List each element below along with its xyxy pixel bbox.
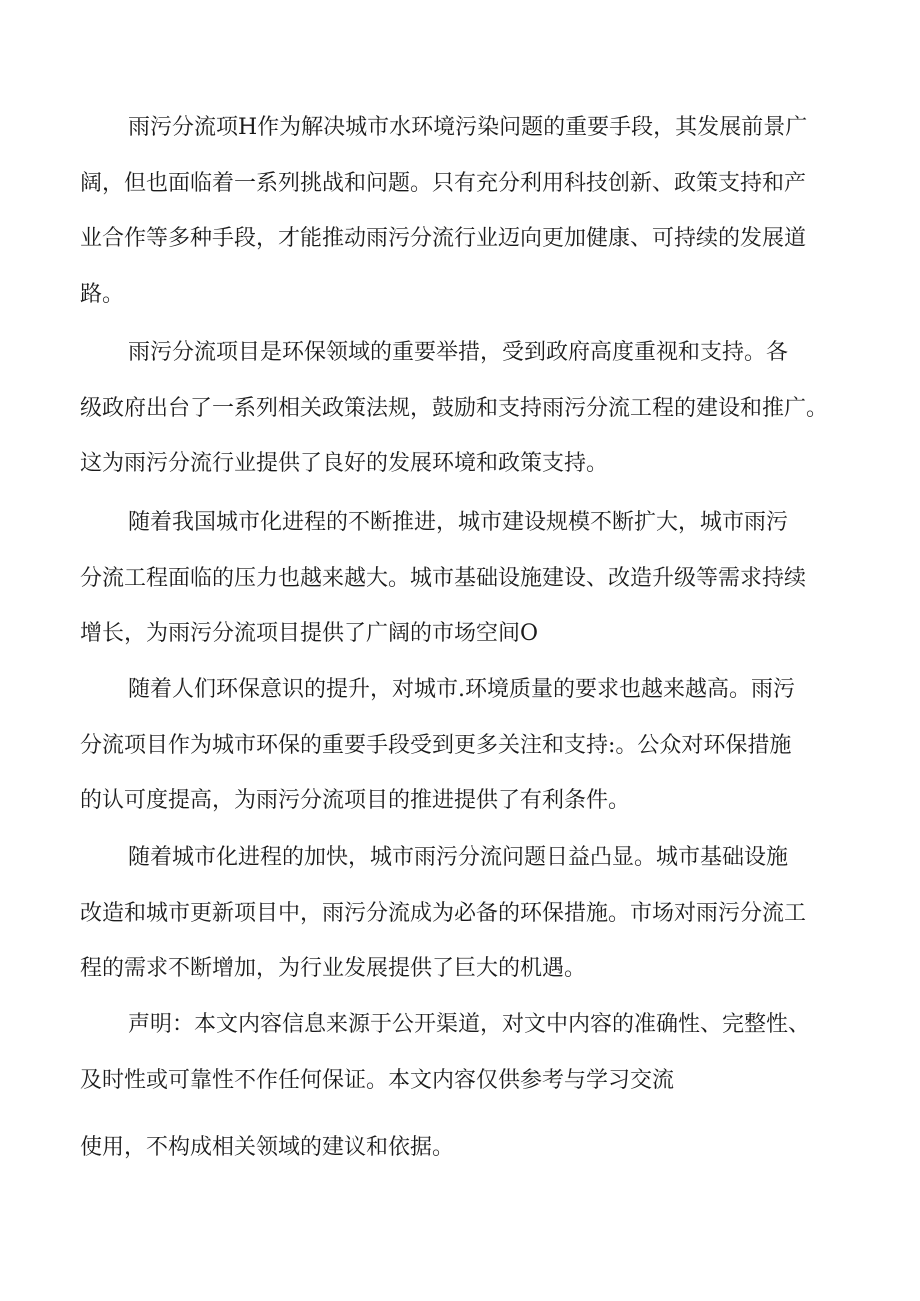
- paragraph-1: [80, 100, 840, 322]
- paragraph-line: 改造和城市更新项目中，雨污分流成为必备的环保措施。市场对雨污分流工: [80, 900, 807, 926]
- paragraph-line: 随着城市化进程的加快，城市雨污分流问题日益凸显。城市基础设施: [128, 845, 789, 870]
- paragraph-line: 的认可度提高，为雨污分流项目的推进提供了有利条件。: [80, 788, 631, 814]
- paragraph-3: [80, 495, 840, 662]
- paragraph-line: 增长，为雨污分流项目提供了广阔的市场空间O: [80, 621, 539, 647]
- paragraph-5: [80, 830, 840, 997]
- paragraph-line: 这为雨污分流行业提供了良好的发展环境和政策支持。: [80, 451, 609, 477]
- paragraph-line: 及时性或可靠性不作任何保证。本文内容仅供参考与学习交流: [80, 1067, 675, 1093]
- paragraph-line: 声明：本文内容信息来源于公开渠道，对文中内容的准确性、完整性、: [128, 1012, 811, 1037]
- paragraph-line: 雨污分流项H作为解决城市水环境污染问题的重要手段，其发展前景广: [128, 115, 808, 140]
- disclaimer-usage-paragraph: [80, 1120, 840, 1176]
- paragraph-4: [80, 662, 840, 829]
- paragraph-line: 随着人们环保意识的提升，对城市.环境质量的要求也越来越高。雨污: [128, 677, 795, 702]
- paragraph-line: 分流项目作为城市环保的重要手段受到更多关注和支持:。公众对环保措施: [80, 732, 792, 758]
- paragraph-line: 使用，不构成相关领域的建议和依据。: [80, 1135, 455, 1160]
- paragraph-line: 雨污分流项目是环保领域的重要举措，受到政府高度重视和支持。各: [128, 340, 789, 365]
- paragraph-line: 程的需求不断增加，为行业发展提供了巨大的机遇。: [80, 956, 587, 982]
- paragraph-line: 随着我国城市化进程的不断推进，城市建设规模不断扩大，城市雨污: [128, 510, 789, 535]
- paragraph-2: [80, 325, 840, 492]
- paragraph-line: 阔，但也面临着一系列挑战和问题。只有充分利用科技创新、政策支持和产: [80, 170, 807, 196]
- paragraph-line: 级政府出台了一系列相关政策法规，鼓励和支持雨污分流工程的建设和推广。: [80, 395, 829, 421]
- paragraph-line: 分流工程面临的压力也越来越大。城市基础设施建设、改造升级等需求持续: [80, 565, 807, 591]
- paragraph-line: 路。: [80, 281, 125, 307]
- paragraph-line: 业合作等多种手段，才能推动雨污分流行业迈向更加健康、可持续的发展道: [80, 226, 807, 252]
- disclaimer-paragraph: [80, 997, 840, 1108]
